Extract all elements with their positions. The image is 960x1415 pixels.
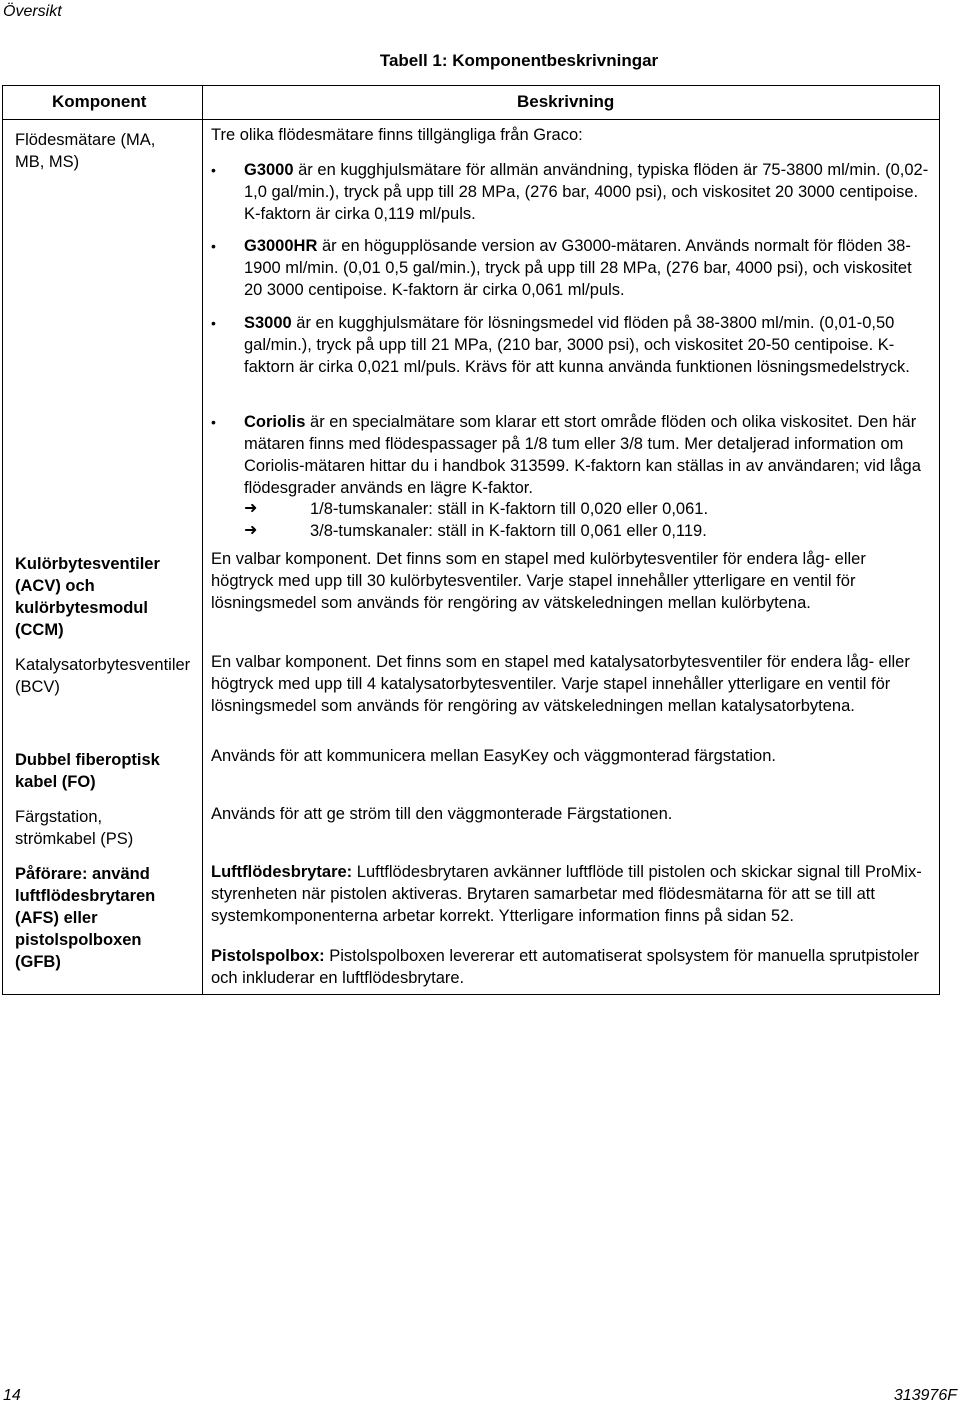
section-label: Översikt [3, 3, 62, 20]
afs-label: Luftflödesbrytare: [211, 863, 353, 881]
desc-power-cable: Används för att ge ström till den väggmonterade Färgstationen. [211, 805, 673, 823]
arrow-right-icon: ➜ [244, 522, 258, 539]
desc-catalyst-valves: En valbar komponent. Det finns som en stapel med katalysatorbytesventiler för endera låg- eller högtryck med upp till 4 katalysatorbytesventiler. Varje stapel innehåller ytterligare en ventil för lösningsmedel som används för rengöring av vätskeledningen mellan katalysatorbytena. [211, 653, 910, 715]
header-component: Komponent [52, 92, 147, 111]
bullet-g3000hr [211, 235, 931, 301]
doc-number: 313976F [893, 1387, 957, 1404]
gfb-text: Pistolspolboxen levererar ett automatiserat spolsystem för manuella sprutpistoler och inkluderar en luftflödesbrytare. [211, 947, 919, 987]
header-description: Beskrivning [517, 92, 615, 111]
afs-text: Luftflödesbrytaren avkänner luftflöde till pistolen och skickar signal till ProMix-styrenheten när pistolen aktiveras. Brytaren samarbetar med flödesmätarna för att se till att systemkomponenterna arbetar korrekt. Ytterligare information finns på sidan 52. [211, 863, 922, 925]
sub-bullet-1 [211, 498, 931, 520]
component-fiber-cable: Dubbel fiberoptisk kabel (FO) [15, 751, 160, 791]
arrow-right-icon: ➜ [244, 500, 258, 517]
bullet-icon: • [211, 414, 216, 430]
bullet-icon: • [211, 162, 216, 178]
sub-bullet-2 [211, 520, 931, 542]
desc-fiber-cable: Används för att kommunicera mellan EasyKey och väggmonterad färgstation. [211, 747, 776, 765]
component-power-cable: Färgstation, strömkabel (PS) [15, 808, 134, 848]
gfb-label: Pistolspolbox: [211, 947, 325, 965]
g3000-name: G3000 [244, 161, 294, 179]
header-divider [3, 119, 939, 120]
component-table [2, 85, 940, 995]
component-catalyst-valves: Katalysatorbytesventiler (BCV) [15, 656, 191, 696]
table-title: Tabell 1: Komponentbeskrivningar [379, 51, 659, 70]
s3000-text: är en kugghjulsmätare för lösningsmedel vid flöden på 38-3800 ml/min. (0,01-0,50 gal/min.), tryck på upp till 21 MPa, (210 bar, 3000 psi), och viskositet 20-50 centipoise. K-faktorn är cirka 0,021 ml/puls. Krävs för att kunna använda funktionen lösningsmedelstryck. [244, 314, 910, 376]
s3000-name: S3000 [244, 314, 292, 332]
g3000hr-text: är en högupplösande version av G3000-mätaren. Används normalt för flöden 38-1900 ml/min. (0,01 0,5 gal/min.), tryck på upp till 28 MPa, (276 bar, 4000 psi), och viskositet 20 3000 centipoise. K-faktorn är cirka 0,061 ml/puls. [244, 237, 912, 299]
bullet-icon: • [211, 315, 216, 331]
desc-color-valves: En valbar komponent. Det finns som en stapel med kulörbytesventiler för endera låg- eller högtryck med upp till 30 kulörbytesventiler. Varje stapel innehåller ytterligare en ventil för lösningsmedel som används för rengöring av vätskeledningen mellan kulörbytena. [211, 550, 866, 612]
sub-bullet-1-text: 1/8-tumskanaler: ställ in K-faktorn till 0,020 eller 0,061. [310, 500, 709, 518]
desc-afs [211, 861, 931, 927]
sub-bullet-2-text: 3/8-tumskanaler: ställ in K-faktorn till 0,061 eller 0,119. [310, 522, 707, 540]
g3000-text: är en kugghjulsmätare för allmän användning, typiska flöden är 75-3800 ml/min. (0,02-1,0 gal/min.), tryck på upp till 28 MPa, (276 bar, 4000 psi), och viskositet 20 3000 centipoise. K-faktorn är cirka 0,119 ml/puls. [244, 161, 929, 223]
component-color-valves: Kulörbytesventiler (ACV) och kulörbytesmodul (CCM) [15, 555, 160, 639]
coriolis-name: Coriolis [244, 413, 306, 431]
desc-gfb [211, 945, 931, 989]
page-number: 14 [3, 1387, 21, 1404]
component-flowmeter: Flödesmätare (MA, MB, MS) [15, 131, 156, 171]
bullet-g3000 [211, 159, 931, 225]
component-applicator: Påförare: använd luftflödesbrytaren (AFS) eller pistolspolboxen (GFB) [15, 865, 156, 971]
bullet-icon: • [211, 238, 216, 254]
column-divider [202, 86, 203, 994]
coriolis-text: är en specialmätare som klarar ett stort område flöden och olika viskositet. Den här mätaren finns med flödespassager på 1/8 tum eller 3/8 tum. Mer detaljerad information om Coriolis-mätaren hittar du i handbok 313599. K-faktorn kan ställas in av användaren; vid låga flödesgrader används en lägre K-faktor. [244, 413, 921, 497]
flowmeter-intro: Tre olika flödesmätare finns tillgängliga från Graco: [211, 126, 583, 144]
bullet-s3000 [211, 312, 931, 378]
bullet-coriolis [211, 411, 931, 499]
g3000hr-name: G3000HR [244, 237, 318, 255]
